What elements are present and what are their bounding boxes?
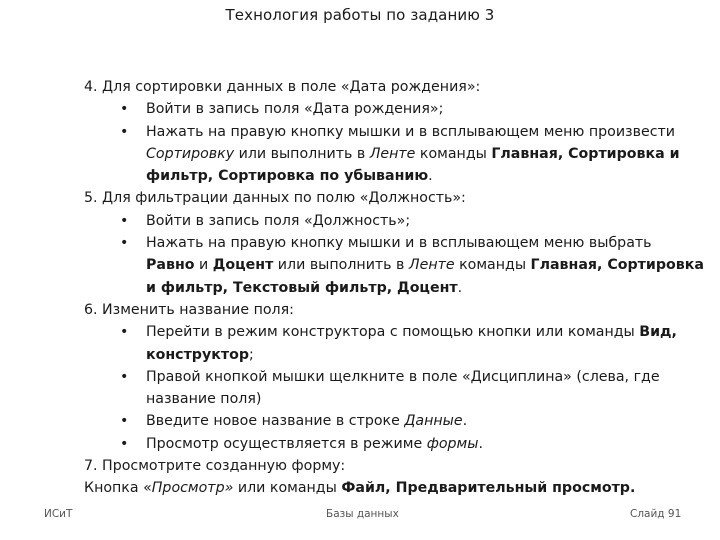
list-item-continuation [84,143,704,165]
italic-term: Просмотр» [151,480,234,497]
bold-command: фильтр, Сортировка по убыванию [146,168,429,185]
bullet-icon: • [120,123,129,140]
step-4-heading: 4. Для сортировки данных в поле «Дата рождения»: [84,79,481,95]
item-text: Кнопка « [84,480,152,497]
bullet-icon: • [120,101,129,118]
item-text: Нажать на правую кнопку мышки и в всплывающем меню выбрать [146,235,652,252]
bullet-icon: • [120,435,129,452]
step-6-heading: 6. Изменить название поля: [84,301,294,318]
list-item [84,366,704,388]
footer-slide-number: Слайд 91 [630,508,682,520]
item-text: . [478,435,483,452]
item-text: Просмотр осуществляется в режиме [146,435,427,452]
list-item-continuation [84,254,704,276]
italic-term: Ленте [369,145,416,162]
item-text: Введите новое название в строке [146,413,405,430]
footer-left: ИСиТ [44,508,73,520]
bold-command: Главная, Сортировка [530,257,704,274]
list-item [84,98,704,120]
item-text: название поля) [146,391,262,408]
bold-command: Равно [146,257,195,274]
bullet-icon: • [120,368,129,385]
bullet-icon: • [120,413,129,430]
list-item-continuation [84,277,704,299]
bullet-icon: • [120,235,129,252]
bold-command: и фильтр, Текстовый фильтр, Доцент [146,279,458,296]
bold-command: Файл, Предварительный просмотр. [341,480,636,497]
item-text: Войти в запись поля «Дата рождения»; [146,101,444,118]
item-text: Правой кнопкой мышки щелкните в поле «Дисциплина» (слева, где [146,368,660,385]
item-text: команды [415,145,492,162]
list-item [84,210,704,232]
item-text: Перейти в режим конструктора с помощью кнопки или команды [146,324,640,341]
italic-term: Сортировку [146,145,235,162]
item-text: Войти в запись поля «Должность»; [146,212,411,229]
step-7-line [84,477,704,499]
bold-command: конструктор [146,346,249,363]
list-item-continuation [84,165,704,187]
bold-command: Доцент [212,257,274,274]
list-item-continuation [84,388,704,410]
bold-command: Главная, Сортировка и [491,145,680,162]
slide-content [84,76,704,500]
item-text: ; [248,346,254,363]
footer-center: Базы данных [326,508,399,520]
list-item [84,321,704,343]
item-text: команды [454,257,531,274]
bold-command: Вид, [639,324,677,341]
list-item [84,121,704,143]
list-item [84,410,704,432]
list-item-continuation [84,344,704,366]
list-item [84,433,704,455]
item-text: и [194,257,213,274]
slide-title: Технология работы по заданию 3 [225,6,495,24]
item-text: . [428,168,433,185]
item-text: Нажать на правую кнопку мышки и в всплывающем меню произвести [146,123,675,140]
item-text: или выполнить в [234,145,370,162]
item-text: или выполнить в [273,257,409,274]
item-text: . [462,413,468,430]
item-text: . [457,279,463,296]
list-item [84,232,704,254]
bullet-icon: • [120,212,129,229]
bullet-icon: • [120,324,129,341]
italic-term: формы [426,435,479,452]
step-7-heading: 7. Просмотрите созданную форму: [84,458,346,475]
item-text: или команды [233,480,342,497]
italic-term: Данные [404,413,463,430]
step-5-heading: 5. Для фильтрации данных по полю «Должность»: [84,190,466,207]
italic-term: Ленте [408,257,455,274]
